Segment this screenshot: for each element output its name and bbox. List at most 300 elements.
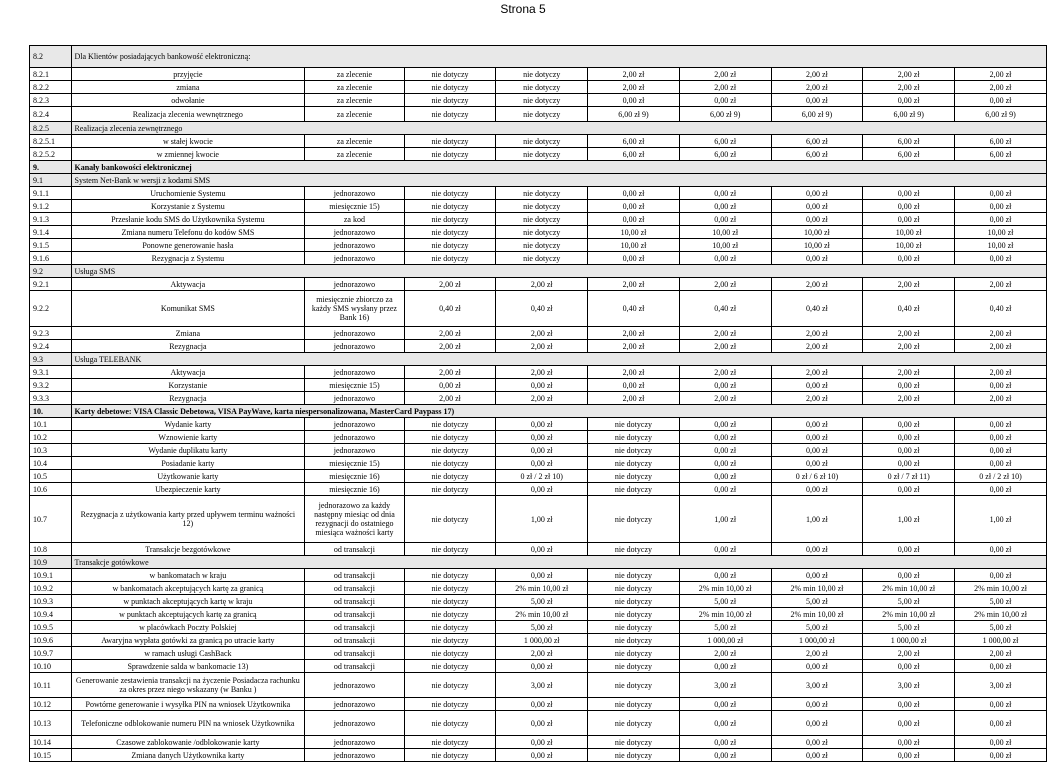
fee-cell: 2,00 zł <box>404 392 496 405</box>
fee-cell: 0,00 zł <box>679 444 771 457</box>
row-number-cell: 10.9.1 <box>30 569 72 582</box>
section-title-cell: Dla Klientów posiadających bankowość elektroniczną: <box>71 46 1047 68</box>
fee-cell: nie dotyczy <box>404 239 496 252</box>
fee-cell: 0,00 zł <box>771 252 863 265</box>
fee-cell: nie dotyczy <box>588 569 680 582</box>
service-name-cell: Generowanie zestawienia transakcji na życzenie Posiadacza rachunku za okres przez niego wskazany (w Banku ) <box>71 673 305 698</box>
fee-cell: 0,00 zł <box>771 418 863 431</box>
fee-cell: 6,00 zł 9) <box>588 107 680 122</box>
fee-cell: 6,00 zł <box>955 148 1047 161</box>
row-number-cell: 8.2.3 <box>30 94 72 107</box>
section-title-cell: Karty debetowe: VISA Classic Debetowa, VISA PayWave, karta niespersonalizowana, MasterCard Paypass 17) <box>71 405 1047 418</box>
fee-cell: 0,00 zł <box>955 569 1047 582</box>
fee-cell: nie dotyczy <box>404 483 496 496</box>
fee-cell: nie dotyczy <box>588 457 680 470</box>
table-row <box>30 135 1047 148</box>
fee-cell: 6,00 zł 9) <box>955 107 1047 122</box>
charge-mode-cell: miesięcznie 15) <box>305 379 404 392</box>
fee-cell: 0,40 zł <box>404 291 496 327</box>
fee-cell: 5,00 zł <box>679 621 771 634</box>
section-title-cell: Usługa SMS <box>71 265 1047 278</box>
fee-cell: 0,00 zł <box>771 749 863 762</box>
fee-cell: nie dotyczy <box>496 68 588 81</box>
row-number-cell: 10.9.3 <box>30 595 72 608</box>
row-number-cell: 8.2.4 <box>30 107 72 122</box>
fee-cell: 2,00 zł <box>679 647 771 660</box>
section-row <box>30 46 1047 68</box>
fee-cell: 10,00 zł <box>955 239 1047 252</box>
fee-cell: nie dotyczy <box>404 252 496 265</box>
row-number-cell: 8.2.1 <box>30 68 72 81</box>
fee-cell: nie dotyczy <box>404 608 496 621</box>
row-number-cell: 9.2 <box>30 265 72 278</box>
fee-cell: 0,00 zł <box>771 431 863 444</box>
fee-cell: 2% min 10,00 zł <box>496 582 588 595</box>
fee-cell: 0,00 zł <box>955 252 1047 265</box>
row-number-cell: 10. <box>30 405 72 418</box>
page-label: Strona 5 <box>500 2 546 16</box>
fee-cell: 0,40 zł <box>588 291 680 327</box>
fee-cell: nie dotyczy <box>588 698 680 711</box>
fee-cell: nie dotyczy <box>588 483 680 496</box>
table-row <box>30 187 1047 200</box>
fee-cell: 5,00 zł <box>679 595 771 608</box>
fee-cell: nie dotyczy <box>404 634 496 647</box>
fee-cell: nie dotyczy <box>588 647 680 660</box>
fee-cell: 0,00 zł <box>955 711 1047 736</box>
row-number-cell: 8.2.5 <box>30 122 72 135</box>
row-number-cell: 9.1.4 <box>30 226 72 239</box>
fee-cell: nie dotyczy <box>404 187 496 200</box>
fee-cell: nie dotyczy <box>404 736 496 749</box>
fee-cell: nie dotyczy <box>496 252 588 265</box>
service-name-cell: Rezygnacja <box>71 392 305 405</box>
fee-cell: 5,00 zł <box>771 595 863 608</box>
charge-mode-cell: od transakcji <box>305 634 404 647</box>
charge-mode-cell: za zlecenie <box>305 68 404 81</box>
service-name-cell: Telefoniczne odblokowanie numeru PIN na wniosek Użytkownika <box>71 711 305 736</box>
charge-mode-cell: za zlecenie <box>305 135 404 148</box>
fee-cell: 0,00 zł <box>679 569 771 582</box>
fee-cell: nie dotyczy <box>404 647 496 660</box>
fee-cell: nie dotyczy <box>496 135 588 148</box>
charge-mode-cell: miesięcznie 15) <box>305 457 404 470</box>
service-name-cell: Sprawdzenie salda w bankomacie 13) <box>71 660 305 673</box>
fee-cell: 0,00 zł <box>771 736 863 749</box>
fee-cell: 0,00 zł <box>863 213 955 226</box>
fee-cell: 0,40 zł <box>955 291 1047 327</box>
fee-cell: 3,00 zł <box>863 673 955 698</box>
service-name-cell: Realizacja zlecenia wewnętrznego <box>71 107 305 122</box>
fee-cell: 6,00 zł <box>863 135 955 148</box>
fee-cell: 0,00 zł <box>771 660 863 673</box>
fee-cell: 0,00 zł <box>863 483 955 496</box>
fee-cell: 2,00 zł <box>588 366 680 379</box>
row-number-cell: 9. <box>30 161 72 174</box>
fee-cell: 2,00 zł <box>863 278 955 291</box>
table-row <box>30 483 1047 496</box>
row-number-cell: 9.2.3 <box>30 327 72 340</box>
fee-cell: 2,00 zł <box>588 392 680 405</box>
fee-cell: 0 zł / 2 zł 10) <box>955 470 1047 483</box>
fee-cell: 1,00 zł <box>771 496 863 543</box>
charge-mode-cell: miesięcznie 15) <box>305 200 404 213</box>
fee-cell: 2,00 zł <box>588 68 680 81</box>
fee-cell: 0,00 zł <box>863 418 955 431</box>
fee-cell: nie dotyczy <box>588 749 680 762</box>
charge-mode-cell: jednorazowo <box>305 431 404 444</box>
charge-mode-cell: jednorazowo <box>305 444 404 457</box>
fee-cell: 2,00 zł <box>496 327 588 340</box>
fee-cell: nie dotyczy <box>404 107 496 122</box>
fee-cell: nie dotyczy <box>588 444 680 457</box>
table-row <box>30 366 1047 379</box>
fee-cell: 2% min 10,00 zł <box>771 582 863 595</box>
fee-cell: 0,00 zł <box>496 711 588 736</box>
fee-cell: 0 zł / 7 zł 11) <box>863 470 955 483</box>
table-row <box>30 647 1047 660</box>
fee-cell: nie dotyczy <box>404 226 496 239</box>
service-name-cell: w punktach akceptujących kartę w kraju <box>71 595 305 608</box>
fee-cell: 0,00 zł <box>679 660 771 673</box>
table-row <box>30 94 1047 107</box>
fee-cell: 10,00 zł <box>588 239 680 252</box>
service-name-cell: Rezygnacja <box>71 340 305 353</box>
fee-cell: 0,00 zł <box>955 94 1047 107</box>
fee-cell: 0,00 zł <box>771 457 863 470</box>
row-number-cell: 10.9 <box>30 556 72 569</box>
fee-cell: 6,00 zł <box>863 148 955 161</box>
fee-cell: 2,00 zł <box>588 81 680 94</box>
fee-cell: 5,00 zł <box>955 595 1047 608</box>
row-number-cell: 9.2.4 <box>30 340 72 353</box>
fee-cell: 10,00 zł <box>679 239 771 252</box>
charge-mode-cell: jednorazowo <box>305 278 404 291</box>
table-row <box>30 291 1047 327</box>
service-name-cell: Awaryjna wypłata gotówki za granicą po utracie karty <box>71 634 305 647</box>
fee-cell: 2,00 zł <box>771 68 863 81</box>
fee-cell: 10,00 zł <box>679 226 771 239</box>
table-row <box>30 736 1047 749</box>
fee-cell: 2,00 zł <box>863 81 955 94</box>
fee-cell: 0,00 zł <box>955 213 1047 226</box>
fee-cell: 0,00 zł <box>955 749 1047 762</box>
fee-cell: 2,00 zł <box>863 327 955 340</box>
fee-cell: 2,00 zł <box>863 340 955 353</box>
table-row <box>30 226 1047 239</box>
section-title-cell: Transakcje gotówkowe <box>71 556 1047 569</box>
fee-cell: 0,00 zł <box>863 711 955 736</box>
charge-mode-cell: jednorazowo <box>305 418 404 431</box>
fee-cell: 2% min 10,00 zł <box>496 608 588 621</box>
table-row <box>30 392 1047 405</box>
charge-mode-cell: miesięcznie 16) <box>305 483 404 496</box>
fee-cell: 1,00 zł <box>496 496 588 543</box>
fee-cell: 0,00 zł <box>863 379 955 392</box>
fee-cell: 0,00 zł <box>771 94 863 107</box>
row-number-cell: 10.9.7 <box>30 647 72 660</box>
fee-cell: 0,00 zł <box>679 418 771 431</box>
fee-cell: nie dotyczy <box>588 608 680 621</box>
fee-cell: 0,00 zł <box>863 252 955 265</box>
fee-cell: 2,00 zł <box>771 278 863 291</box>
row-number-cell: 9.1 <box>30 174 72 187</box>
fee-cell: 0,00 zł <box>679 698 771 711</box>
fee-cell: nie dotyczy <box>404 582 496 595</box>
fee-cell: nie dotyczy <box>404 711 496 736</box>
row-number-cell: 10.9.4 <box>30 608 72 621</box>
fee-cell: 0,00 zł <box>863 569 955 582</box>
row-number-cell: 10.13 <box>30 711 72 736</box>
table-row <box>30 595 1047 608</box>
fee-cell: 1,00 zł <box>955 496 1047 543</box>
fee-cell: 0,00 zł <box>863 736 955 749</box>
row-number-cell: 9.1.5 <box>30 239 72 252</box>
fee-cell: 0,00 zł <box>955 543 1047 556</box>
service-name-cell: w stałej kwocie <box>71 135 305 148</box>
fee-cell: 0,00 zł <box>496 483 588 496</box>
charge-mode-cell: jednorazowo <box>305 239 404 252</box>
fee-cell: 6,00 zł 9) <box>679 107 771 122</box>
fee-cell: 6,00 zł <box>955 135 1047 148</box>
fee-cell: nie dotyczy <box>588 543 680 556</box>
fee-cell: 10,00 zł <box>955 226 1047 239</box>
row-number-cell: 10.11 <box>30 673 72 698</box>
fee-cell: 6,00 zł <box>771 135 863 148</box>
fee-cell: 0,00 zł <box>863 444 955 457</box>
charge-mode-cell: jednorazowo <box>305 392 404 405</box>
row-number-cell: 10.3 <box>30 444 72 457</box>
fee-cell: nie dotyczy <box>496 81 588 94</box>
service-name-cell: Ponowne generowanie hasła <box>71 239 305 252</box>
fee-cell: nie dotyczy <box>588 736 680 749</box>
service-name-cell: w placówkach Poczty Polskiej <box>71 621 305 634</box>
charge-mode-cell: miesięcznie 16) <box>305 470 404 483</box>
fee-table <box>29 45 1047 762</box>
fee-cell: 0 zł / 2 zł 10) <box>496 470 588 483</box>
fee-cell: 2,00 zł <box>955 392 1047 405</box>
row-number-cell: 10.9.6 <box>30 634 72 647</box>
fee-cell: 0,00 zł <box>771 200 863 213</box>
fee-cell: 2% min 10,00 zł <box>679 608 771 621</box>
table-row <box>30 340 1047 353</box>
charge-mode-cell: od transakcji <box>305 647 404 660</box>
table-row <box>30 379 1047 392</box>
service-name-cell: Transakcje bezgotówkowe <box>71 543 305 556</box>
fee-table-container <box>29 45 1027 766</box>
fee-cell: 10,00 zł <box>588 226 680 239</box>
table-row <box>30 749 1047 762</box>
fee-cell: nie dotyczy <box>404 444 496 457</box>
fee-cell: 0,40 zł <box>863 291 955 327</box>
table-row <box>30 698 1047 711</box>
row-number-cell: 9.3.2 <box>30 379 72 392</box>
fee-cell: 1 000,00 zł <box>955 634 1047 647</box>
fee-cell: 0,40 zł <box>679 291 771 327</box>
fee-cell: 0,00 zł <box>404 379 496 392</box>
row-number-cell: 10.8 <box>30 543 72 556</box>
charge-mode-cell: jednorazowo <box>305 711 404 736</box>
fee-cell: 6,00 zł 9) <box>771 107 863 122</box>
fee-cell: 2,00 zł <box>404 278 496 291</box>
fee-cell: nie dotyczy <box>588 634 680 647</box>
row-number-cell: 9.2.2 <box>30 291 72 327</box>
row-number-cell: 8.2.2 <box>30 81 72 94</box>
service-name-cell: Uruchomienie Systemu <box>71 187 305 200</box>
row-number-cell: 10.9.5 <box>30 621 72 634</box>
fee-cell: 6,00 zł <box>588 148 680 161</box>
charge-mode-cell: jednorazowo <box>305 187 404 200</box>
charge-mode-cell: jednorazowo <box>305 340 404 353</box>
fee-cell: 2% min 10,00 zł <box>863 582 955 595</box>
row-number-cell: 10.10 <box>30 660 72 673</box>
row-number-cell: 10.12 <box>30 698 72 711</box>
row-number-cell: 10.9.2 <box>30 582 72 595</box>
service-name-cell: zmiana <box>71 81 305 94</box>
fee-cell: 0,00 zł <box>679 379 771 392</box>
fee-cell: 0,00 zł <box>771 483 863 496</box>
fee-cell: 0,00 zł <box>863 543 955 556</box>
charge-mode-cell: od transakcji <box>305 621 404 634</box>
service-name-cell: w ramach usługi CashBack <box>71 647 305 660</box>
row-number-cell: 8.2.5.2 <box>30 148 72 161</box>
fee-cell: 0,00 zł <box>771 543 863 556</box>
fee-cell: nie dotyczy <box>588 431 680 444</box>
fee-cell: nie dotyczy <box>404 418 496 431</box>
fee-cell: 0,00 zł <box>679 483 771 496</box>
section-row <box>30 556 1047 569</box>
fee-cell: 6,00 zł 9) <box>863 107 955 122</box>
table-row <box>30 107 1047 122</box>
fee-cell: 2,00 zł <box>496 340 588 353</box>
section-row <box>30 161 1047 174</box>
fee-cell: 2,00 zł <box>496 278 588 291</box>
service-name-cell: Rezygnacja z użytkowania karty przed upływem terminu ważności 12) <box>71 496 305 543</box>
table-row <box>30 148 1047 161</box>
fee-cell: 0,00 zł <box>496 736 588 749</box>
fee-cell: 0,00 zł <box>496 418 588 431</box>
fee-cell: 0,00 zł <box>679 187 771 200</box>
row-number-cell: 10.1 <box>30 418 72 431</box>
fee-cell: nie dotyczy <box>404 749 496 762</box>
fee-cell: 0,00 zł <box>863 749 955 762</box>
table-row <box>30 660 1047 673</box>
fee-cell: 0,00 zł <box>771 698 863 711</box>
fee-cell: 0,00 zł <box>679 736 771 749</box>
charge-mode-cell: od transakcji <box>305 608 404 621</box>
table-row <box>30 81 1047 94</box>
row-number-cell: 8.2 <box>30 46 72 68</box>
fee-cell: 6,00 zł <box>679 148 771 161</box>
fee-cell: 0,00 zł <box>955 698 1047 711</box>
fee-cell: 1,00 zł <box>863 496 955 543</box>
fee-cell: 2,00 zł <box>771 327 863 340</box>
fee-cell: 0,00 zł <box>863 457 955 470</box>
service-name-cell: Zmiana <box>71 327 305 340</box>
service-name-cell: Użytkowanie karty <box>71 470 305 483</box>
table-row <box>30 444 1047 457</box>
fee-cell: 0,00 zł <box>863 200 955 213</box>
charge-mode-cell: jednorazowo <box>305 749 404 762</box>
row-number-cell: 9.3 <box>30 353 72 366</box>
fee-cell: 2,00 zł <box>863 392 955 405</box>
service-name-cell: Powtórne generowanie i wysyłka PIN na wniosek Użytkownika <box>71 698 305 711</box>
table-row <box>30 213 1047 226</box>
table-row <box>30 68 1047 81</box>
fee-cell: nie dotyczy <box>496 94 588 107</box>
fee-cell: nie dotyczy <box>404 457 496 470</box>
fee-cell: nie dotyczy <box>496 213 588 226</box>
service-name-cell: Ubezpieczenie karty <box>71 483 305 496</box>
charge-mode-cell: jednorazowo <box>305 327 404 340</box>
service-name-cell: Korzystanie z Systemu <box>71 200 305 213</box>
charge-mode-cell: za zlecenie <box>305 94 404 107</box>
fee-cell: 2,00 zł <box>771 647 863 660</box>
fee-cell: 0,40 zł <box>496 291 588 327</box>
fee-cell: nie dotyczy <box>404 496 496 543</box>
fee-cell: 0,00 zł <box>863 187 955 200</box>
fee-cell: 0,00 zł <box>955 431 1047 444</box>
fee-cell: 0,00 zł <box>679 213 771 226</box>
fee-cell: 2,00 zł <box>588 278 680 291</box>
service-name-cell: Zmiana danych Użytkownika karty <box>71 749 305 762</box>
fee-cell: nie dotyczy <box>404 595 496 608</box>
fee-cell: 2,00 zł <box>679 278 771 291</box>
fee-cell: nie dotyczy <box>496 239 588 252</box>
fee-cell: 0,00 zł <box>588 187 680 200</box>
fee-cell: nie dotyczy <box>404 660 496 673</box>
service-name-cell: Wznowienie karty <box>71 431 305 444</box>
fee-cell: 0,00 zł <box>588 94 680 107</box>
charge-mode-cell: za zlecenie <box>305 107 404 122</box>
table-row <box>30 431 1047 444</box>
row-number-cell: 9.3.3 <box>30 392 72 405</box>
fee-cell: 2% min 10,00 zł <box>955 608 1047 621</box>
fee-cell: 0,00 zł <box>496 698 588 711</box>
fee-cell: 0,00 zł <box>679 711 771 736</box>
fee-cell: 0,00 zł <box>588 252 680 265</box>
fee-cell: 2,00 zł <box>404 327 496 340</box>
section-row <box>30 353 1047 366</box>
fee-cell: nie dotyczy <box>588 711 680 736</box>
fee-cell: 1 000,00 zł <box>679 634 771 647</box>
charge-mode-cell: jednorazowo <box>305 736 404 749</box>
table-row <box>30 457 1047 470</box>
fee-cell: 0,00 zł <box>863 431 955 444</box>
fee-cell: nie dotyczy <box>404 68 496 81</box>
service-name-cell: Przesłanie kodu SMS do Użytkownika Systemu <box>71 213 305 226</box>
fee-cell: 2,00 zł <box>404 366 496 379</box>
fee-cell: 2,00 zł <box>771 392 863 405</box>
fee-cell: 0,00 zł <box>496 444 588 457</box>
charge-mode-cell: jednorazowo <box>305 366 404 379</box>
fee-cell: 0,00 zł <box>496 660 588 673</box>
row-number-cell: 10.5 <box>30 470 72 483</box>
fee-cell: 5,00 zł <box>955 621 1047 634</box>
fee-cell: nie dotyczy <box>588 418 680 431</box>
fee-cell: 2,00 zł <box>771 366 863 379</box>
row-number-cell: 10.15 <box>30 749 72 762</box>
fee-cell: 0,00 zł <box>955 418 1047 431</box>
fee-cell: 10,00 zł <box>863 239 955 252</box>
section-row <box>30 122 1047 135</box>
service-name-cell: przyjęcie <box>71 68 305 81</box>
fee-cell: 0,00 zł <box>955 736 1047 749</box>
row-number-cell: 10.6 <box>30 483 72 496</box>
fee-cell: 10,00 zł <box>771 226 863 239</box>
charge-mode-cell: od transakcji <box>305 660 404 673</box>
fee-cell: 0,00 zł <box>863 698 955 711</box>
